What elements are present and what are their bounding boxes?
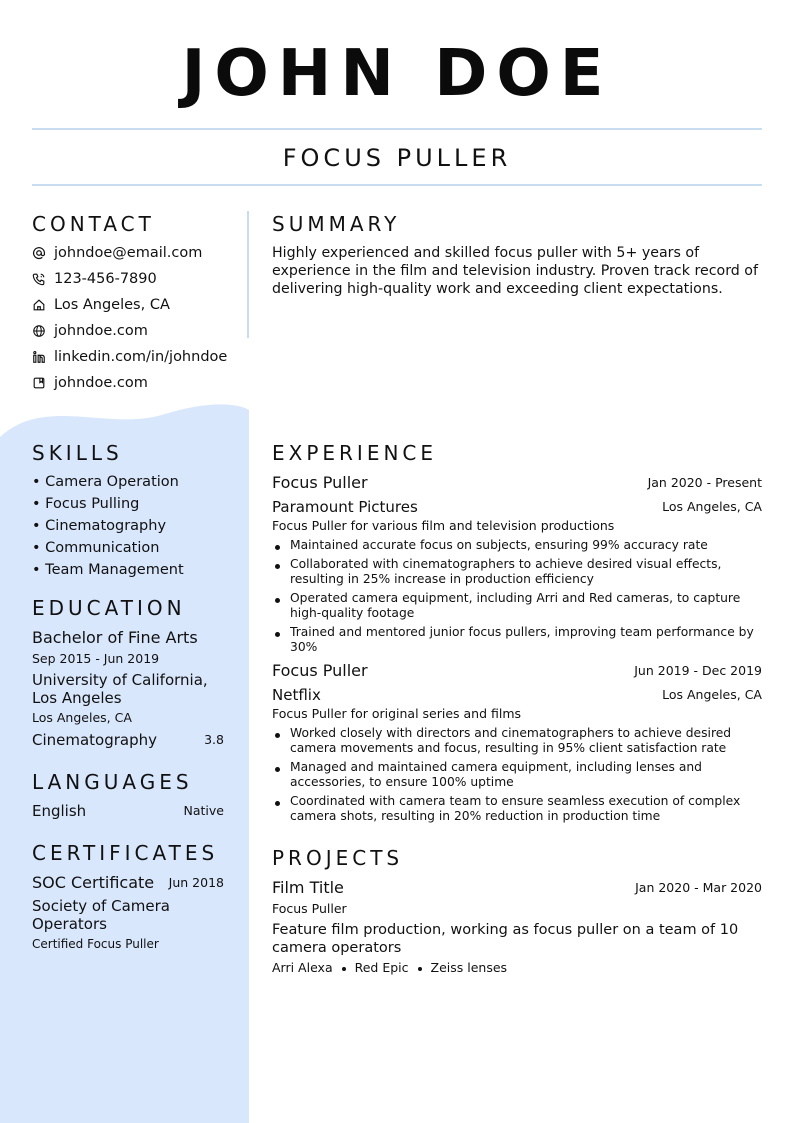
project-dates: Jan 2020 - Mar 2020: [635, 880, 762, 895]
achievement-item: Collaborated with cinematographers to achieve desired visual effects, resulting in 25% increase in production efficiency: [272, 557, 762, 587]
contact-linkedin-text: linkedin.com/in/johndoe: [54, 349, 228, 365]
languages-heading: LANGUAGES: [32, 770, 193, 794]
contact-heading: CONTACT: [32, 212, 155, 236]
job-title: Focus Puller: [272, 661, 368, 680]
certificate-name: SOC Certificate: [32, 873, 155, 892]
language-level: Native: [183, 803, 224, 818]
achievement-item: Trained and mentored junior focus pullers, improving team performance by 30%: [272, 625, 762, 655]
home-icon: [32, 298, 46, 312]
job-dates: Jan 2020 - Present: [647, 475, 762, 490]
summary-text: Highly experienced and skilled focus puller with 5+ years of experience in the film and television industry. Proven track record of delivering high-quality work and exceeding client expectations.: [272, 245, 758, 297]
contact-location: [32, 295, 170, 315]
project-title: Film Title: [272, 878, 344, 897]
job-achievements: [272, 726, 762, 828]
education-location: Los Angeles, CA: [32, 710, 132, 725]
project-tags: [272, 960, 507, 976]
summary-heading: SUMMARY: [272, 212, 401, 236]
experience-heading: EXPERIENCE: [272, 441, 438, 465]
globe-icon: [32, 324, 46, 338]
job-location: Los Angeles, CA: [662, 687, 762, 702]
header-bottom-divider: [32, 184, 762, 186]
header-top-divider: [32, 128, 762, 130]
project-tag: Arri Alexa: [272, 960, 333, 975]
job-achievements: [272, 538, 762, 659]
achievement-item: Managed and maintained camera equipment, including lenses and accessories, to ensure 100% uptime: [272, 760, 762, 790]
at-icon: [32, 246, 46, 260]
skills-heading: SKILLS: [32, 441, 123, 465]
education-dates: Sep 2015 - Jun 2019: [32, 651, 160, 666]
contact-email-text: johndoe@email.com: [54, 245, 203, 261]
contact-website[interactable]: [32, 321, 148, 341]
job-company: Paramount Pictures: [272, 498, 418, 516]
bookmark-icon: [32, 376, 46, 390]
language-name: English: [32, 802, 87, 820]
contact-phone[interactable]: [32, 269, 157, 289]
projects-heading: PROJECTS: [272, 846, 404, 870]
job-description: Focus Puller for original series and films: [272, 706, 522, 721]
project-tag: Zeiss lenses: [430, 960, 508, 975]
tag-separator: [418, 967, 422, 971]
contact-phone-text: 123-456-7890: [54, 271, 157, 287]
education-degree: Bachelor of Fine Arts: [32, 628, 198, 647]
skill-item: • Cinematography: [32, 518, 167, 534]
achievement-item: Operated camera equipment, including Arri and Red cameras, to capture high-quality footage: [272, 591, 762, 621]
skill-item: • Team Management: [32, 562, 184, 578]
job-company: Netflix: [272, 686, 321, 704]
contact-location-text: Los Angeles, CA: [54, 297, 170, 313]
achievement-item: Coordinated with camera team to ensure seamless execution of complex camera shots, resulting in 20% reduction in production time: [272, 794, 762, 824]
education-gpa: 3.8: [204, 732, 224, 747]
certificate-date: Jun 2018: [168, 875, 224, 890]
job-description: Focus Puller for various film and television productions: [272, 518, 615, 533]
project-role: Focus Puller: [272, 901, 347, 916]
resume-name: JOHN DOE: [181, 37, 613, 111]
education-heading: EDUCATION: [32, 596, 186, 620]
skill-item: • Camera Operation: [32, 474, 179, 490]
linkedin-icon: [32, 350, 46, 364]
education-field: Cinematography: [32, 731, 158, 749]
project-tag: Red Epic: [354, 960, 409, 975]
contact-portfolio[interactable]: [32, 373, 148, 393]
contact-website-text: johndoe.com: [54, 323, 148, 339]
certificate-issuer: Society of Camera Operators: [32, 897, 170, 933]
tag-separator: [342, 967, 346, 971]
project-description: Feature film production, working as focus puller on a team of 10 camera operators: [272, 922, 739, 956]
education-school: University of California, Los Angeles: [32, 671, 208, 707]
column-divider: [247, 211, 249, 338]
resume-job-title: FOCUS PULLER: [282, 144, 512, 172]
contact-linkedin[interactable]: [32, 347, 227, 367]
job-title: Focus Puller: [272, 473, 368, 492]
job-location: Los Angeles, CA: [662, 499, 762, 514]
job-dates: Jun 2019 - Dec 2019: [634, 663, 762, 678]
contact-portfolio-text: johndoe.com: [54, 375, 148, 391]
achievement-item: Worked closely with directors and cinematographers to achieve desired camera movements and focus, resulting in 95% client satisfaction rate: [272, 726, 762, 756]
certificates-heading: CERTIFICATES: [32, 841, 219, 865]
contact-email[interactable]: [32, 243, 202, 263]
skill-item: • Focus Pulling: [32, 496, 140, 512]
skill-item: • Communication: [32, 540, 160, 556]
certificate-description: Certified Focus Puller: [32, 937, 159, 951]
achievement-item: Maintained accurate focus on subjects, ensuring 99% accuracy rate: [272, 538, 762, 553]
phone-icon: [32, 272, 46, 286]
